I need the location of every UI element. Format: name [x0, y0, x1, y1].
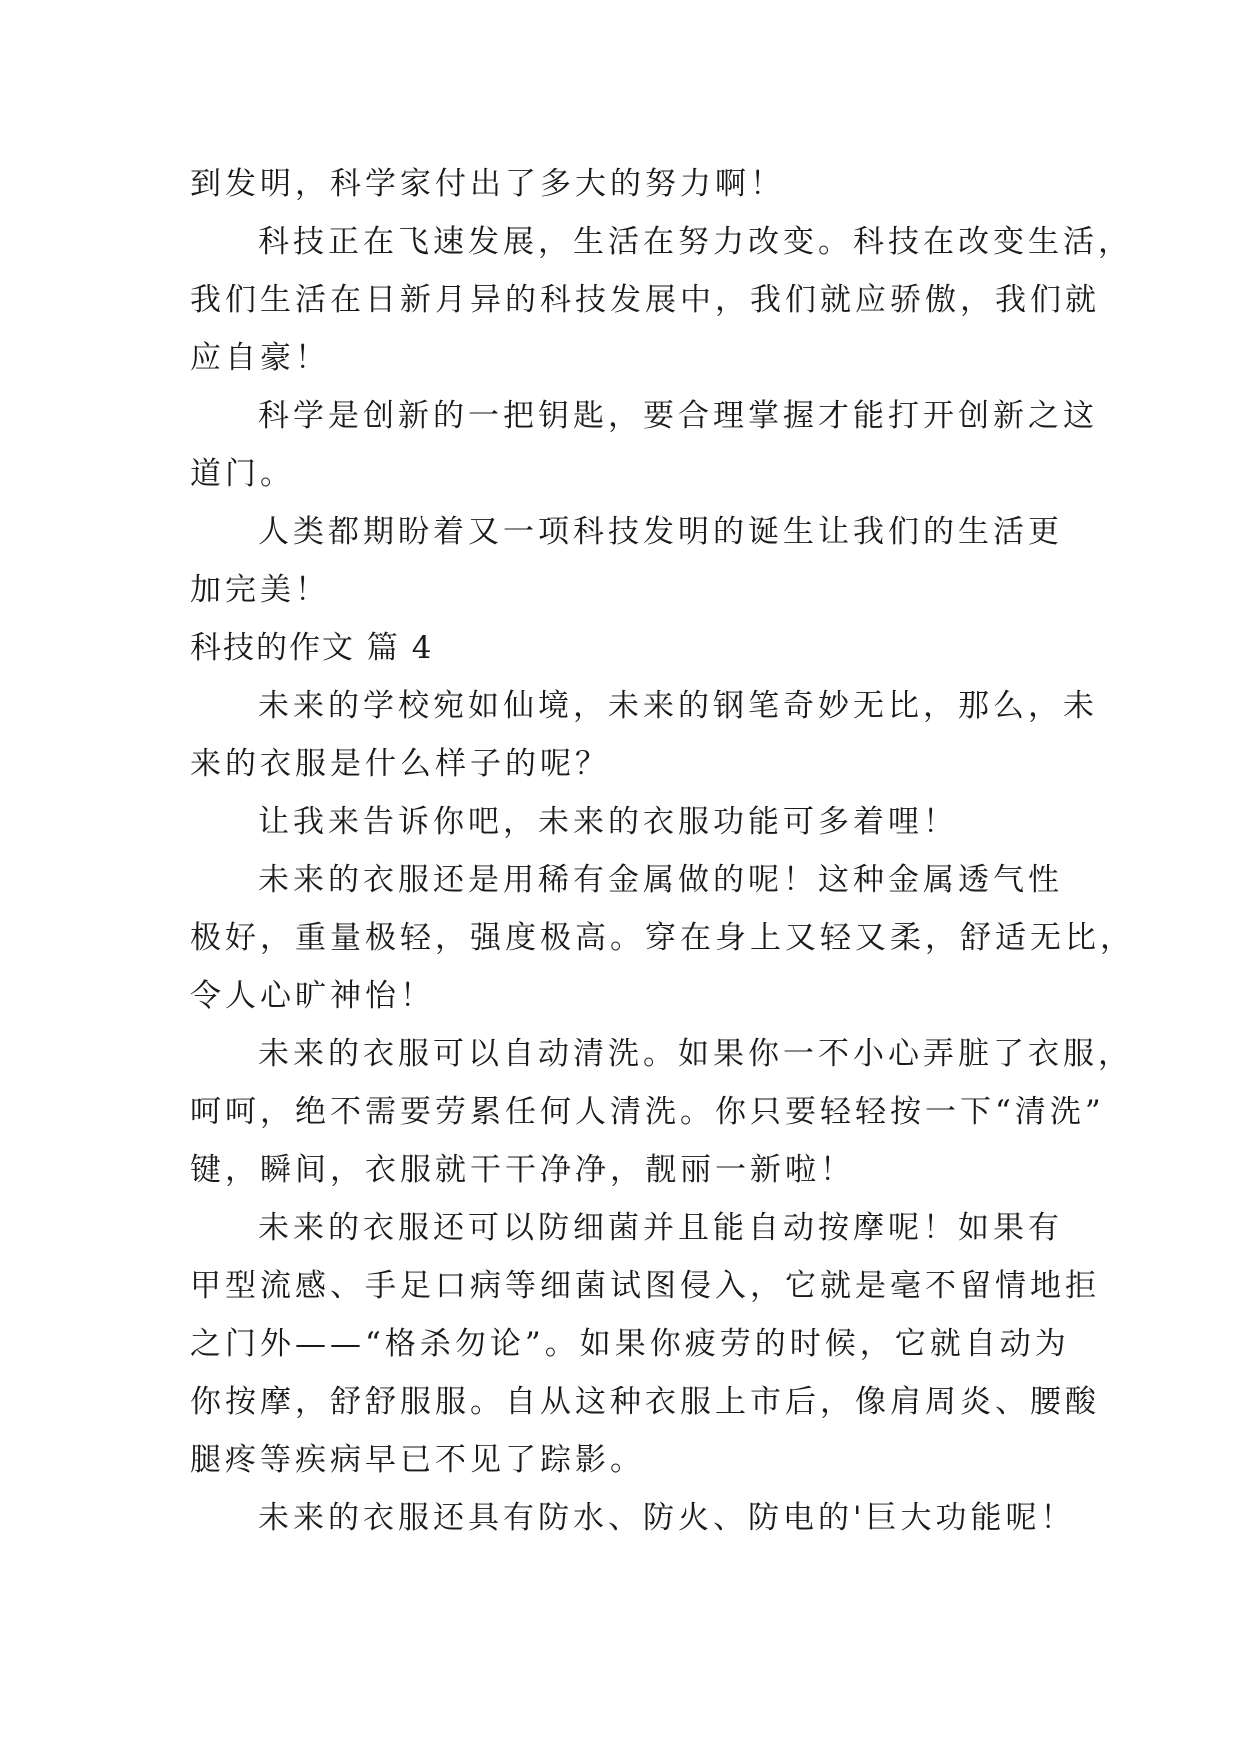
paragraph-start-line: 科学是创新的一把钥匙，要合理掌握才能打开创新之这	[258, 398, 1098, 434]
document-body	[190, 155, 1135, 1547]
paragraph-start-line: 未来的衣服还是用稀有金属做的呢！这种金属透气性	[258, 862, 1063, 898]
text-line: 应自豪！	[190, 340, 330, 376]
text-line: 加完美！	[190, 572, 330, 608]
text-line: 极好，重量极轻，强度极高。穿在身上又轻又柔，舒适无比，	[190, 920, 1135, 956]
text-line: 来的衣服是什么样子的呢？	[190, 746, 610, 782]
text-line: 呵呵，绝不需要劳累任何人清洗。你只要轻轻按一下“清洗”	[190, 1094, 1105, 1130]
paragraph-start-line: 科技正在飞速发展，生活在努力改变。科技在改变生活，	[258, 224, 1133, 260]
paragraph-start-line: 让我来告诉你吧，未来的衣服功能可多着哩！	[258, 804, 958, 840]
section-heading: 科技的作文 篇 4	[190, 630, 434, 666]
text-line: 之门外——“格杀勿论”。如果你疲劳的时候，它就自动为	[190, 1326, 1070, 1362]
text-line: 令人心旷神怡！	[190, 978, 435, 1014]
paragraph-start-line: 未来的衣服可以自动清洗。如果你一不小心弄脏了衣服，	[258, 1036, 1133, 1072]
text-line: 你按摩，舒舒服服。自从这种衣服上市后，像肩周炎、腰酸	[190, 1384, 1100, 1420]
paragraph-start-line: 未来的衣服还具有防水、防火、防电的'巨大功能呢！	[258, 1500, 1076, 1536]
text-line: 腿疼等疾病早已不见了踪影。	[190, 1442, 645, 1478]
text-line: 键，瞬间，衣服就干干净净，靓丽一新啦！	[190, 1152, 855, 1188]
text-line: 到发明，科学家付出了多大的努力啊！	[190, 166, 785, 202]
text-line: 道门。	[190, 456, 295, 492]
text-line: 我们生活在日新月异的科技发展中，我们就应骄傲，我们就	[190, 282, 1100, 318]
paragraph-start-line: 未来的衣服还可以防细菌并且能自动按摩呢！如果有	[258, 1210, 1063, 1246]
paragraph-start-line: 未来的学校宛如仙境，未来的钢笔奇妙无比，那么，未	[258, 688, 1098, 724]
text-line: 甲型流感、手足口病等细菌试图侵入，它就是毫不留情地拒	[190, 1268, 1100, 1304]
paragraph-start-line: 人类都期盼着又一项科技发明的诞生让我们的生活更	[258, 514, 1063, 550]
